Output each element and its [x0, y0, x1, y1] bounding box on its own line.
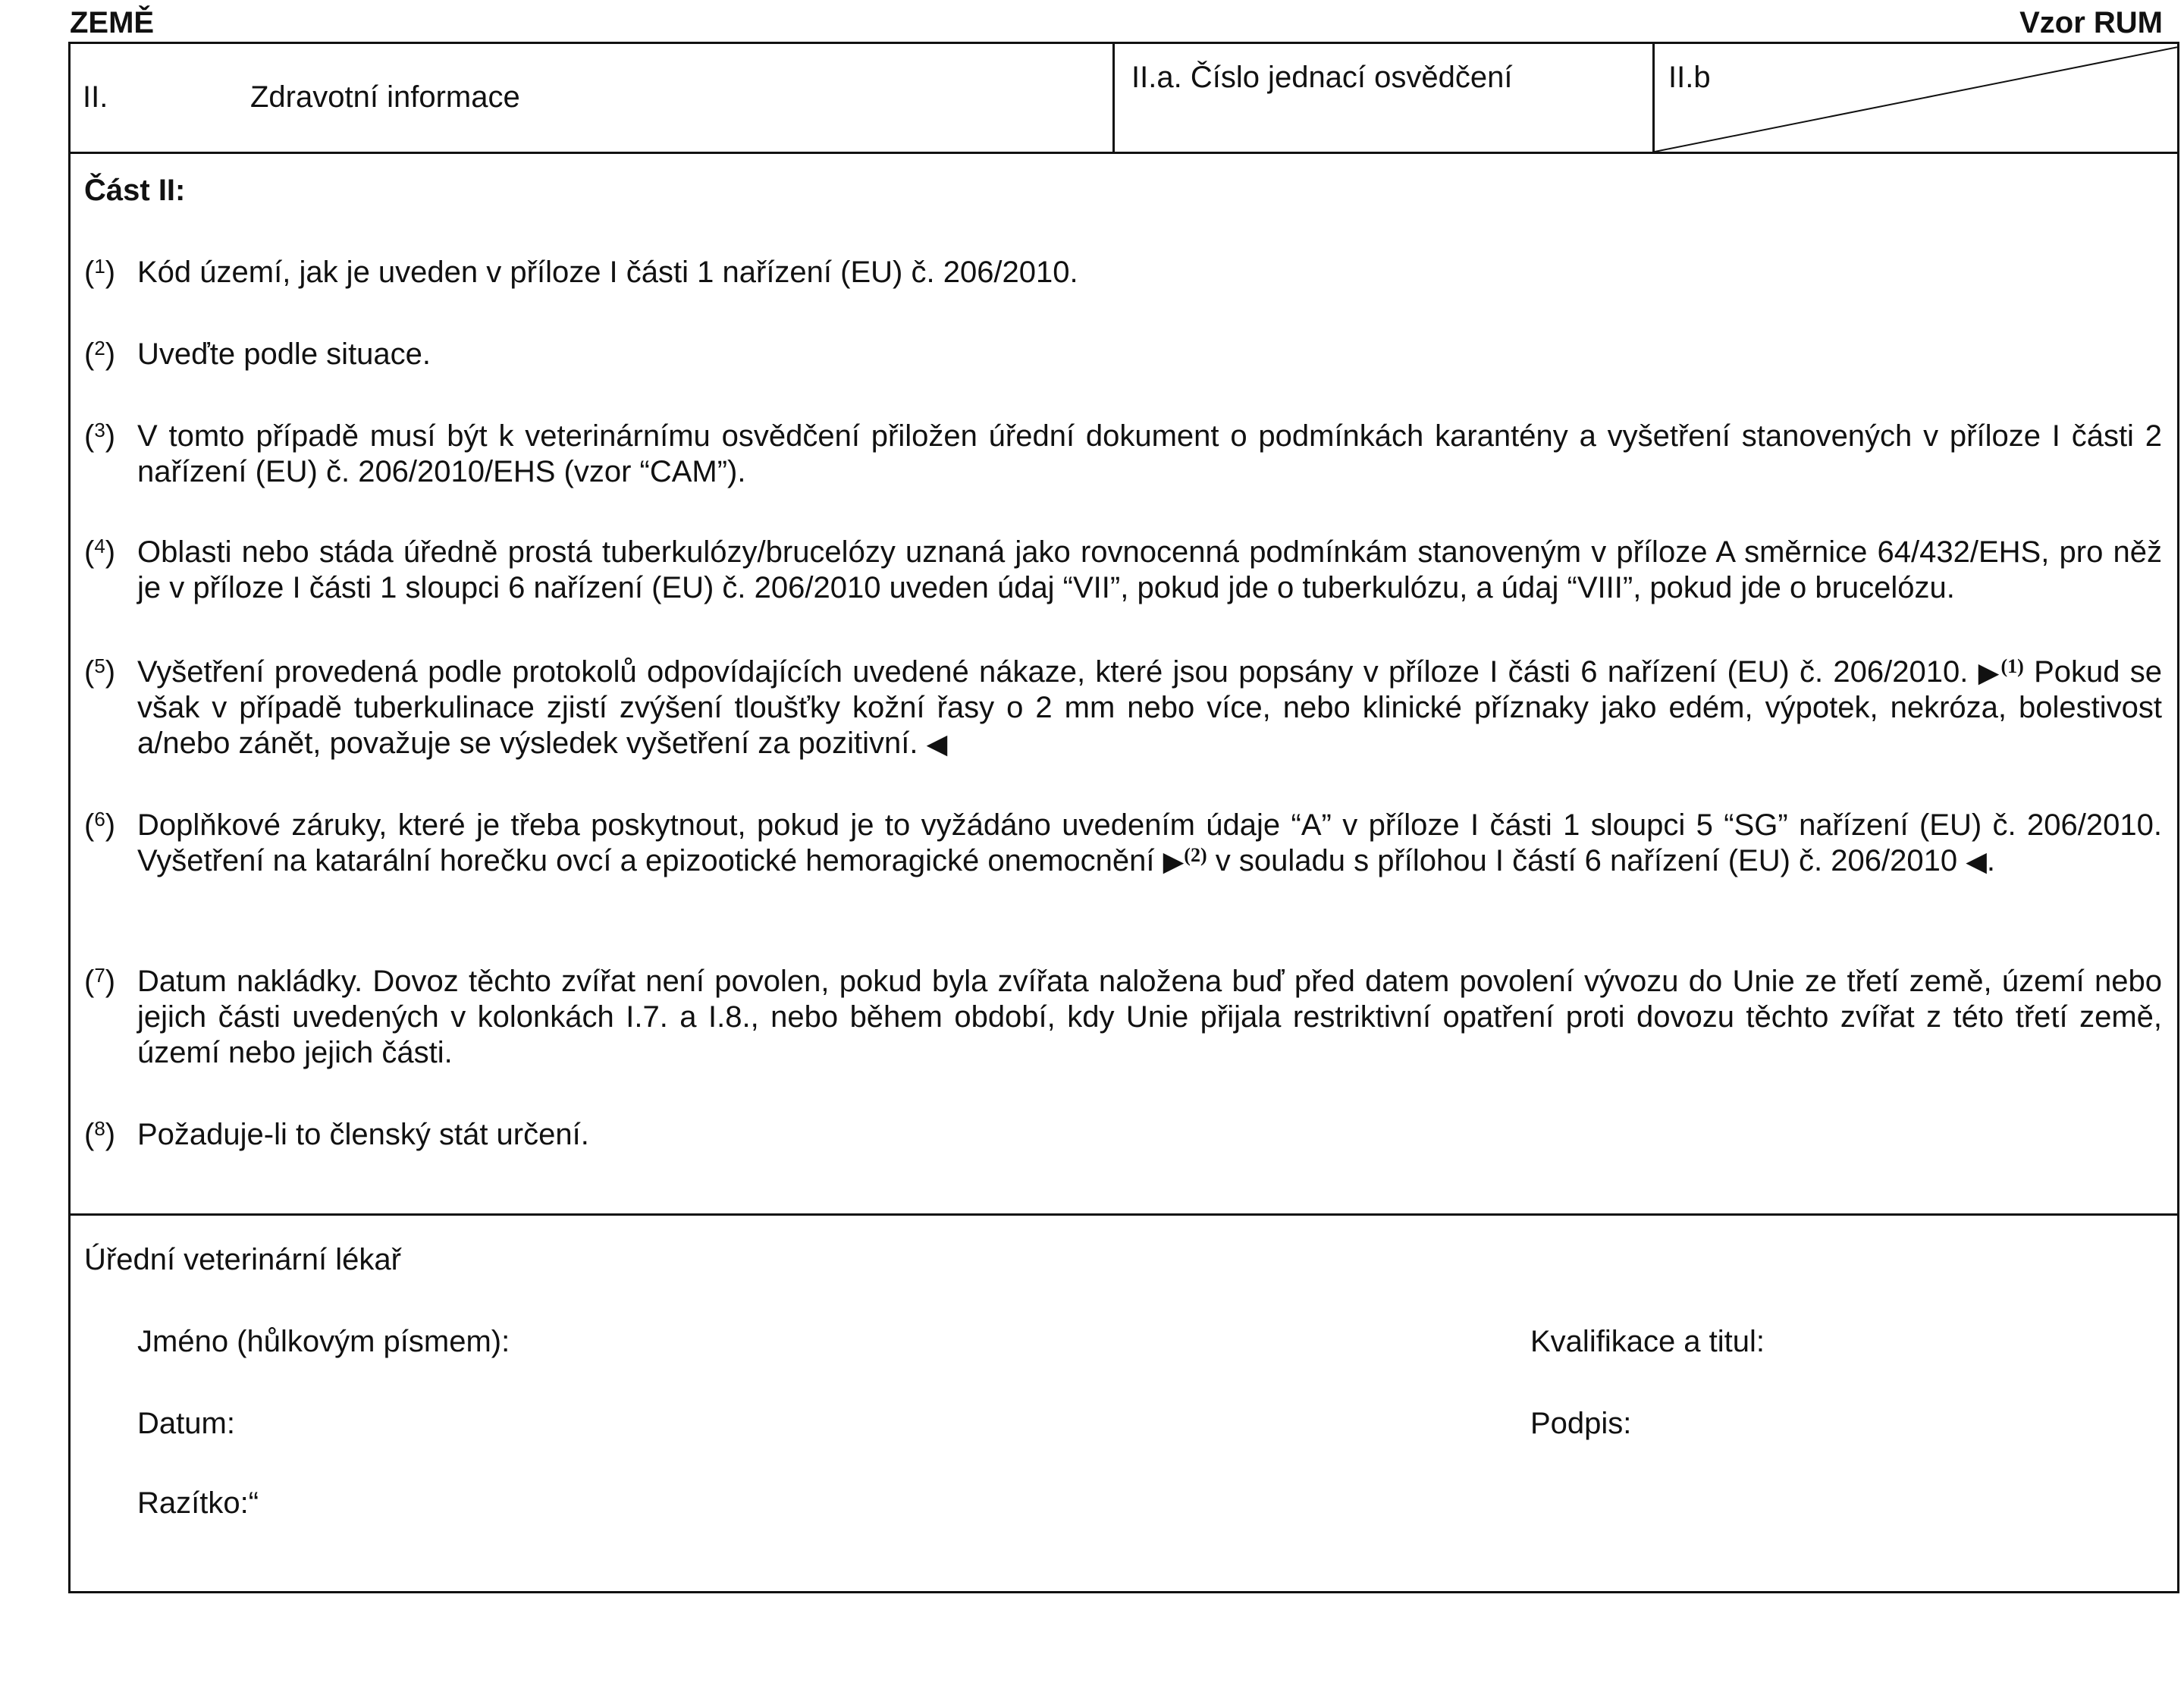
note-5	[84, 654, 2162, 761]
qualification-label: Kvalifikace a titul:	[1530, 1325, 1765, 1358]
note-text-amended: v souladu s přílohou I částí 6 nařízení (EU) č. 206/2010	[1215, 844, 1958, 877]
part-title: Část II:	[84, 174, 186, 207]
cell-iib-label: II.b	[1668, 61, 1711, 94]
note-7	[84, 964, 2162, 1071]
note-number: ($^4$)	[84, 535, 116, 569]
note-6	[84, 808, 2162, 879]
name-label: Jméno (hůlkovým písmem):	[137, 1325, 510, 1358]
signature-section	[71, 1216, 2177, 1591]
amendment-end-icon: ◀	[1966, 846, 1987, 877]
note-text: V tomto případě musí být k veterinárnímu osvědčení přiložen úřední dokument o podmínkách karantény a vyšetření stanovených v příloze I části 2 nařízení (EU) č. 206/2010/EHS (vzor “CAM”).	[137, 419, 2162, 488]
signature-label: Podpis:	[1530, 1407, 1632, 1440]
note-text-after: .	[1986, 844, 1996, 877]
note-1	[84, 255, 2162, 290]
stamp-label: Razítko:“	[137, 1486, 259, 1520]
note-text	[137, 808, 2162, 879]
amendment-start-icon: ▶	[1978, 657, 2001, 688]
note-2	[84, 337, 2162, 372]
country-label: ZEMĚ	[70, 6, 155, 39]
amendment-end-icon: ◀	[926, 728, 948, 759]
note-number: ($^3$)	[84, 419, 116, 453]
amendment-reference: (1)	[2000, 655, 2024, 677]
amendment-start-icon: ▶	[1163, 846, 1185, 877]
certificate-frame	[68, 42, 2179, 1593]
note-4	[84, 535, 2162, 606]
note-3	[84, 419, 2162, 490]
note-text: Kód území, jak je uveden v příloze I části 1 nařízení (EU) č. 206/2010.	[137, 256, 1078, 289]
section-title-cell	[71, 44, 1115, 152]
note-number: ($^2$)	[84, 337, 116, 371]
note-text: Požaduje-li to členský stát určení.	[137, 1118, 589, 1151]
section-title: Zdravotní informace	[250, 80, 520, 114]
note-text-before: Doplňkové záruky, které je třeba poskytnout, pokud je to vyžádáno uvedením údaje “A” v příloze I části 1 sloupci 5 “SG” nařízení (EU) č. 206/2010. Vyšetření na katarální horečku ovcí a epizootické hemoragické onemocnění	[137, 808, 2162, 877]
certificate-reference-cell	[1115, 44, 1655, 152]
note-text: Oblasti nebo stáda úředně prostá tuberkulózy/brucelózy uznaná jako rovnocenná podmínkám stanoveným v příloze A směrnice 64/432/EHS, pro něž je v příloze I části 1 sloupci 6 nařízení (EU) č. 206/2010 uveden údaj “VII”, pokud jde o tuberkulózu, a údaj “VIII”, pokud jde o brucelózu.	[137, 535, 2162, 604]
note-text-amended: Pokud se však v případě tuberkulinace zjistí zvýšení tloušťky kožní řasy o 2 mm nebo více, nebo klinické příznaky jako edém, výpotek, nekróza, bolestivost a/nebo zánět, považuje se výsledek vyšetření za pozitivní.	[137, 655, 2162, 760]
official-vet-heading: Úřední veterinární lékař	[84, 1243, 401, 1276]
section-header-row	[71, 44, 2177, 154]
diagonal-line	[1655, 44, 2177, 152]
model-label: Vzor RUM	[2019, 6, 2163, 39]
note-number: ($^6$)	[84, 808, 116, 842]
amendment-reference: (2)	[1184, 844, 1207, 866]
note-8	[84, 1117, 2162, 1153]
note-number: ($^7$)	[84, 964, 116, 998]
note-text	[137, 654, 2162, 761]
note-number: ($^5$)	[84, 654, 116, 689]
date-label: Datum:	[137, 1407, 235, 1440]
note-text: Uveďte podle situace.	[137, 337, 431, 371]
cell-iib	[1655, 44, 2177, 152]
certificate-reference-label: II.a. Číslo jednací osvědčení	[1131, 61, 1513, 94]
section-number: II.	[83, 80, 108, 114]
note-text: Datum nakládky. Dovoz těchto zvířat není povolen, pokud byla zvířata naložena buď před datem povolení vývozu do Unie ze třetí země, území nebo jejich části uvedených v kolonkách I.7. a I.8., nebo během období, kdy Unie přijala restriktivní opatření proti dovozu těchto zvířat z této třetí země, území nebo jejich části.	[137, 965, 2162, 1069]
note-number: ($^8$)	[84, 1117, 116, 1151]
notes-section	[71, 154, 2177, 1216]
note-text-before: Vyšetření provedená podle protokolů odpovídajících uvedené nákaze, které jsou popsány v příloze I části 6 nařízení (EU) č. 206/2010.	[137, 655, 1969, 689]
note-number: ($^1$)	[84, 255, 116, 289]
